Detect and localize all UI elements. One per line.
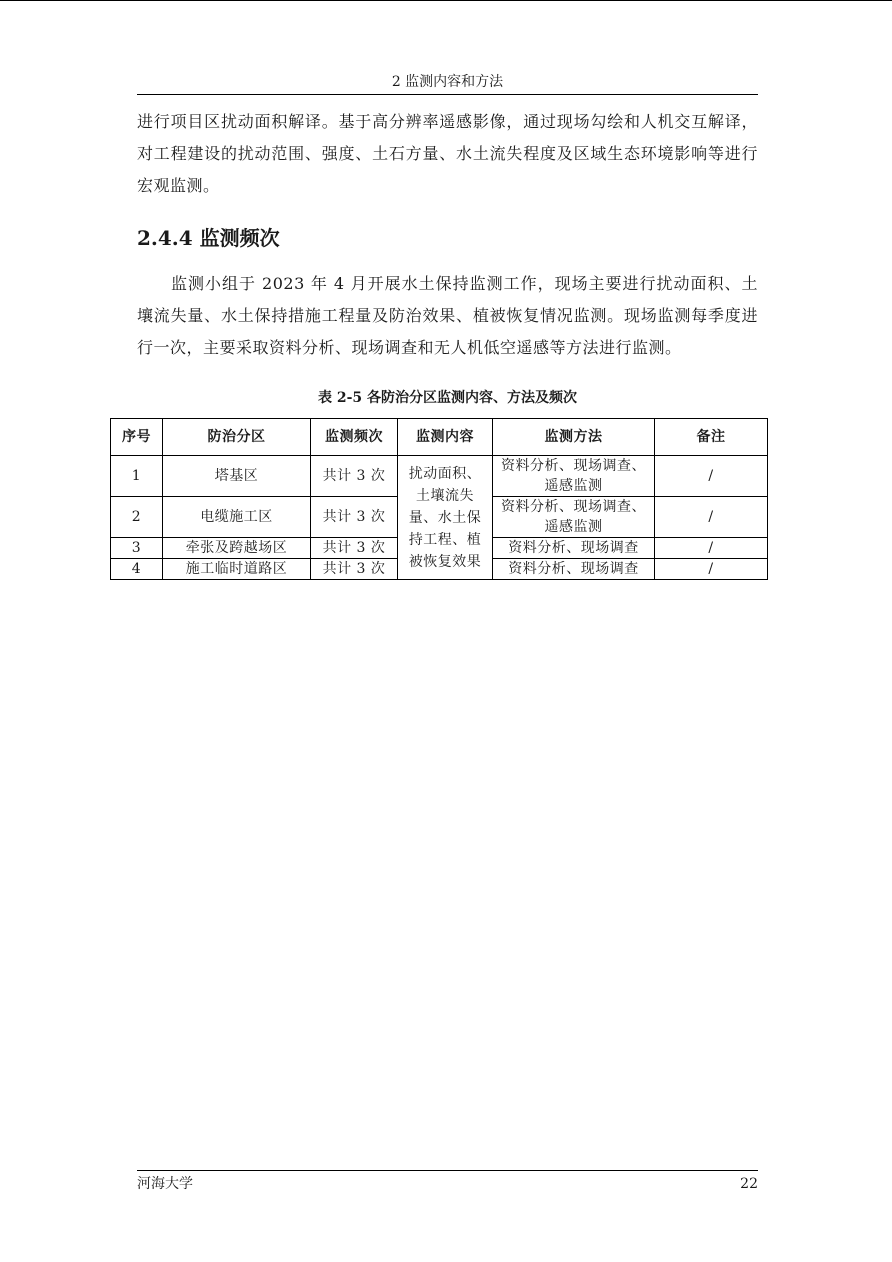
cell-zone: 塔基区: [163, 456, 311, 497]
cell-note: /: [655, 559, 768, 580]
section-heading: 2.4.4 监测频次: [137, 226, 280, 250]
header-cell: 监测频次: [311, 419, 398, 456]
table-caption: 表 2-5 各防治分区监测内容、方法及频次: [317, 390, 578, 406]
cell-note: /: [655, 538, 768, 559]
cell-method: 资料分析、现场调查、遥感监测: [493, 497, 655, 538]
table-header-row: [111, 419, 768, 456]
cell-note: /: [655, 497, 768, 538]
cell-no: 2: [111, 497, 163, 538]
cell-method: 资料分析、现场调查: [493, 538, 655, 559]
header-cell: 监测内容: [398, 419, 493, 456]
paragraph-interpretation: 进行项目区扰动面积解译。基于高分辨率遥感影像，通过现场勾绘和人机交互解译，对工程建设的扰动范围、强度、土石方量、水土流失程度及区域生态环境影响等进行宏观监测。: [137, 112, 758, 195]
cell-zone: 施工临时道路区: [163, 559, 311, 580]
header-cell: 序号: [111, 419, 163, 456]
cell-frequency: 共计 3 次: [311, 559, 398, 580]
cell-method: 资料分析、现场调查、遥感监测: [493, 456, 655, 497]
table-row: [111, 456, 768, 497]
page-footer: [137, 1170, 758, 1195]
header-cell: 监测方法: [493, 419, 655, 456]
cell-no: 1: [111, 456, 163, 497]
header-cell: 备注: [655, 419, 768, 456]
cell-note: /: [655, 456, 768, 497]
cell-zone: 电缆施工区: [163, 497, 311, 538]
cell-method: 资料分析、现场调查: [493, 559, 655, 580]
monitoring-table: [110, 418, 768, 580]
footer-institution: 河海大学: [137, 1176, 193, 1192]
cell-no: 4: [111, 559, 163, 580]
page-number: 22: [740, 1176, 758, 1192]
running-header: 2 监测内容和方法: [137, 72, 758, 95]
cell-frequency: 共计 3 次: [311, 497, 398, 538]
cell-shared-content: 扰动面积、土壤流失量、水土保持工程、植被恢复效果: [398, 456, 493, 580]
cell-no: 3: [111, 538, 163, 559]
cell-frequency: 共计 3 次: [311, 538, 398, 559]
header-cell: 防治分区: [163, 419, 311, 456]
cell-zone: 牵张及跨越场区: [163, 538, 311, 559]
page-top-border: [0, 0, 892, 1]
paragraph-frequency: 监测小组于 2023 年 4 月开展水土保持监测工作，现场主要进行扰动面积、土壤流失量、水土保持措施工程量及防治效果、植被恢复情况监测。现场监测每季度进行一次，主要采取资料分析、现场调查和无人机低空遥感等方法进行监测。: [137, 274, 758, 357]
cell-frequency: 共计 3 次: [311, 456, 398, 497]
